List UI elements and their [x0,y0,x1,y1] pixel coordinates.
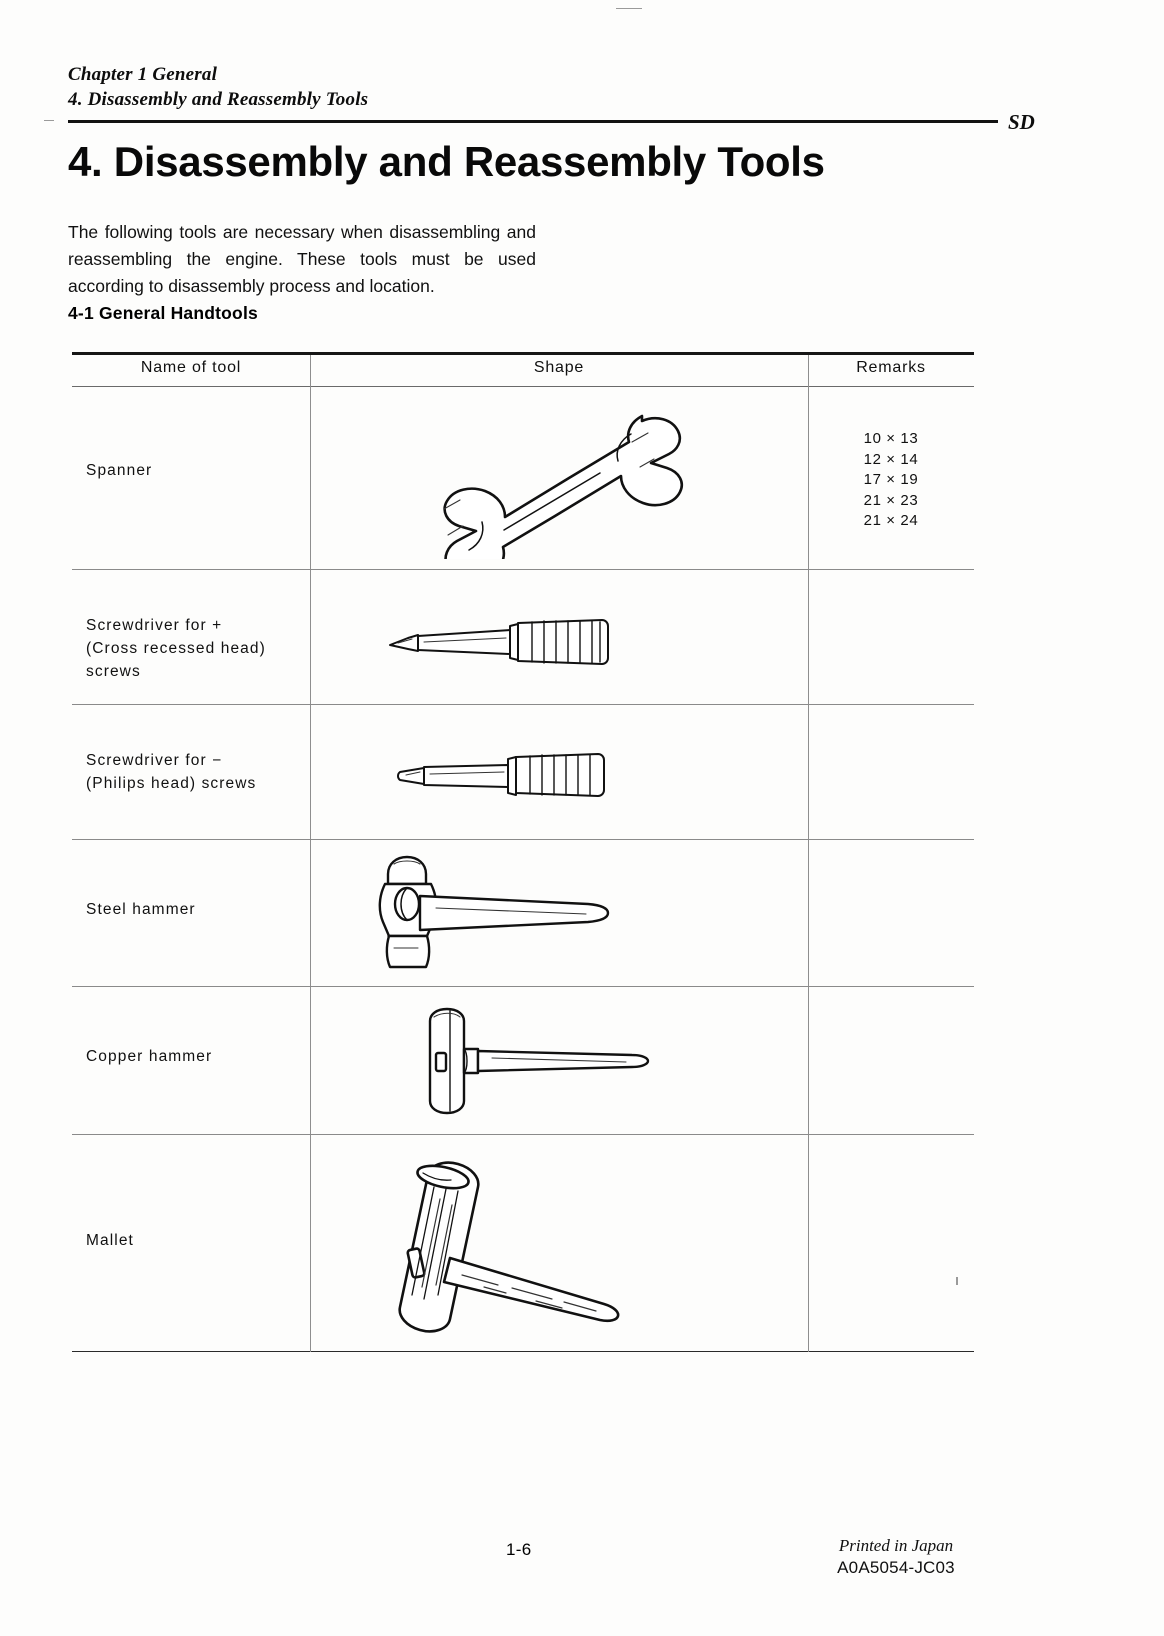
remark-item: 21 × 24 [863,512,919,529]
document-code: A0A5054-JC03 [837,1558,955,1577]
tool-name-line1: Screwdriver for + [86,617,223,634]
copper-hammer-illustration [416,1005,696,1117]
table-header-row [72,356,974,386]
intro-text: The following tools are necessary when disassembling and reassembling the engine. These tools must be used according to disassembly process and location. [68,222,536,296]
header-marker-sd: SD [1008,110,1035,134]
tool-shape-cell [310,840,808,987]
general-handtools-table [72,352,974,1352]
tool-shape-cell [310,987,808,1135]
flat-screwdriver-illustration [396,749,646,805]
tool-name-line1: Screwdriver for − [86,752,223,769]
tool-name-line1: Copper hammer [86,1048,213,1065]
intro-paragraph [68,219,536,300]
tool-name-line2: (Cross recessed head) screws [86,640,266,680]
scan-artifact-right [956,1277,958,1285]
column-header-name: Name of tool [140,359,242,376]
remark-item: 12 × 14 [863,450,919,468]
tool-name-line2: (Philips head) screws [86,775,257,792]
tool-remarks-cell [808,429,974,532]
header-rule-group [68,110,1096,134]
tool-name-line1: Steel hammer [86,901,196,918]
phillips-screwdriver-illustration [384,614,644,674]
tool-name-cell [86,614,306,683]
column-header-shape: Shape [533,359,585,376]
table-row [72,1135,974,1352]
running-header [68,62,1096,134]
table-row [72,387,974,570]
tool-name-cell [86,749,306,795]
scan-artifact-left [44,120,54,121]
table-row [72,705,974,840]
table-top-rule [72,352,974,355]
table-row [72,570,974,705]
tool-shape-cell [310,570,808,705]
printed-in-note: Printed in Japan [838,1536,954,1555]
remark-item: 17 × 19 [863,471,919,488]
table-row [72,987,974,1135]
tool-shape-cell [310,705,808,840]
subsection-heading: 4-1 General Handtools [68,303,258,323]
page-number: 1-6 [506,1540,532,1559]
tool-name-cell [86,898,306,921]
tool-name-line1: Spanner [86,462,153,479]
header-chapter: Chapter 1 General [68,64,218,85]
wooden-mallet-illustration [366,1157,686,1339]
tool-name-cell [86,459,306,482]
remark-item: 10 × 13 [863,430,919,447]
tool-name-cell [86,1229,306,1252]
table-row [72,840,974,987]
open-end-spanner-illustration [386,409,706,559]
tool-shape-cell [310,387,808,570]
tool-name-line1: Mallet [86,1232,134,1249]
tool-name-cell [86,1045,306,1068]
scan-artifact-top [616,8,642,9]
header-section: 4. Disassembly and Reassembly Tools [68,89,369,110]
steel-ball-peen-hammer-illustration [364,852,664,976]
remark-item: 21 × 23 [863,491,919,509]
header-rule [68,120,998,123]
column-header-remarks: Remarks [856,359,926,376]
tool-shape-cell [310,1135,808,1352]
page-title: 4. Disassembly and Reassembly Tools [68,138,825,185]
